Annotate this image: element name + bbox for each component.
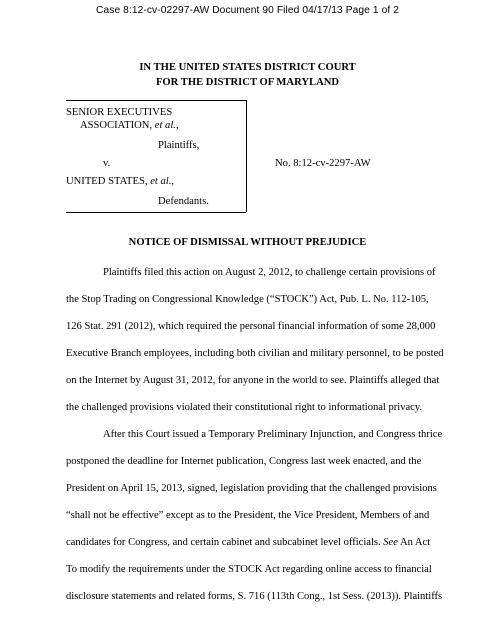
case-number: No. 8:12-cv-2297-AW — [275, 158, 371, 169]
court-heading-line-1: IN THE UNITED STATES DISTRICT COURT — [139, 62, 356, 73]
body-line: To modify the requirements under the STOCK Act regarding online access to financial — [66, 564, 432, 575]
court-heading-line-2: FOR THE DISTRICT OF MARYLAND — [155, 77, 340, 88]
versus-label: v. — [103, 158, 111, 169]
plaintiff-name: ASSOCIATION, — [80, 120, 155, 131]
plaintiff-name-line-2 — [80, 119, 179, 132]
body-line: the challenged provisions violated their constitutional right to informational privacy. — [66, 402, 423, 413]
defendant-name-line — [66, 175, 174, 188]
caption-bottom-rule — [66, 212, 246, 213]
body-line: the Stop Trading on Congressional Knowledge (“STOCK”) Act, Pub. L. No. 112-105, — [66, 294, 429, 305]
body-line: postponed the deadline for Internet publication, Congress last week enacted, and the — [66, 456, 422, 467]
notice-title: NOTICE OF DISMISSAL WITHOUT PREJUDICE — [128, 237, 367, 248]
defendant-name: UNITED STATES, — [66, 176, 151, 187]
body-line: Plaintiffs filed this action on August 2, 2012, to challenge certain provisions of — [103, 267, 436, 278]
case-header: Case 8:12-cv-02297-AW Document 90 Filed 04/17/13 Page 1 of 2 — [96, 5, 399, 16]
body-line: After this Court issued a Temporary Preliminary Injunction, and Congress thrice — [103, 429, 443, 440]
plaintiff-name-line-1: SENIOR EXECUTIVES — [66, 107, 173, 118]
body-line: President on April 15, 2013, signed, legislation providing that the challenged provisions — [66, 483, 437, 494]
caption-right-rule — [246, 100, 247, 212]
caption-top-rule — [66, 100, 246, 101]
body-line: on the Internet by August 31, 2012, for anyone in the world to see. Plaintiffs alleged that — [66, 375, 440, 386]
body-line: 126 Stat. 291 (2012), which required the personal financial information of some 28,000 — [66, 321, 436, 332]
body-line-text: An Act — [397, 537, 431, 548]
body-line-text: candidates for Congress, and certain cabinet and subcabinet level officials. — [66, 537, 384, 548]
defendants-label: Defendants. — [158, 196, 209, 207]
body-line: Executive Branch employees, including both civilian and military personnel, to be posted — [66, 348, 444, 359]
body-line: disclosure statements and related forms, S. 716 (113th Cong., 1st Sess. (2013)). Plaintiffs — [66, 591, 443, 602]
plaintiff-et-al: et al., — [154, 120, 179, 131]
body-line: “shall not be effective” except as to the President, the Vice President, Members of and — [66, 510, 430, 521]
defendant-et-al: et al., — [150, 176, 175, 187]
see-signal: See — [383, 537, 398, 548]
body-line — [66, 536, 456, 549]
plaintiffs-label: Plaintiffs, — [158, 140, 200, 151]
court-heading — [0, 60, 495, 90]
